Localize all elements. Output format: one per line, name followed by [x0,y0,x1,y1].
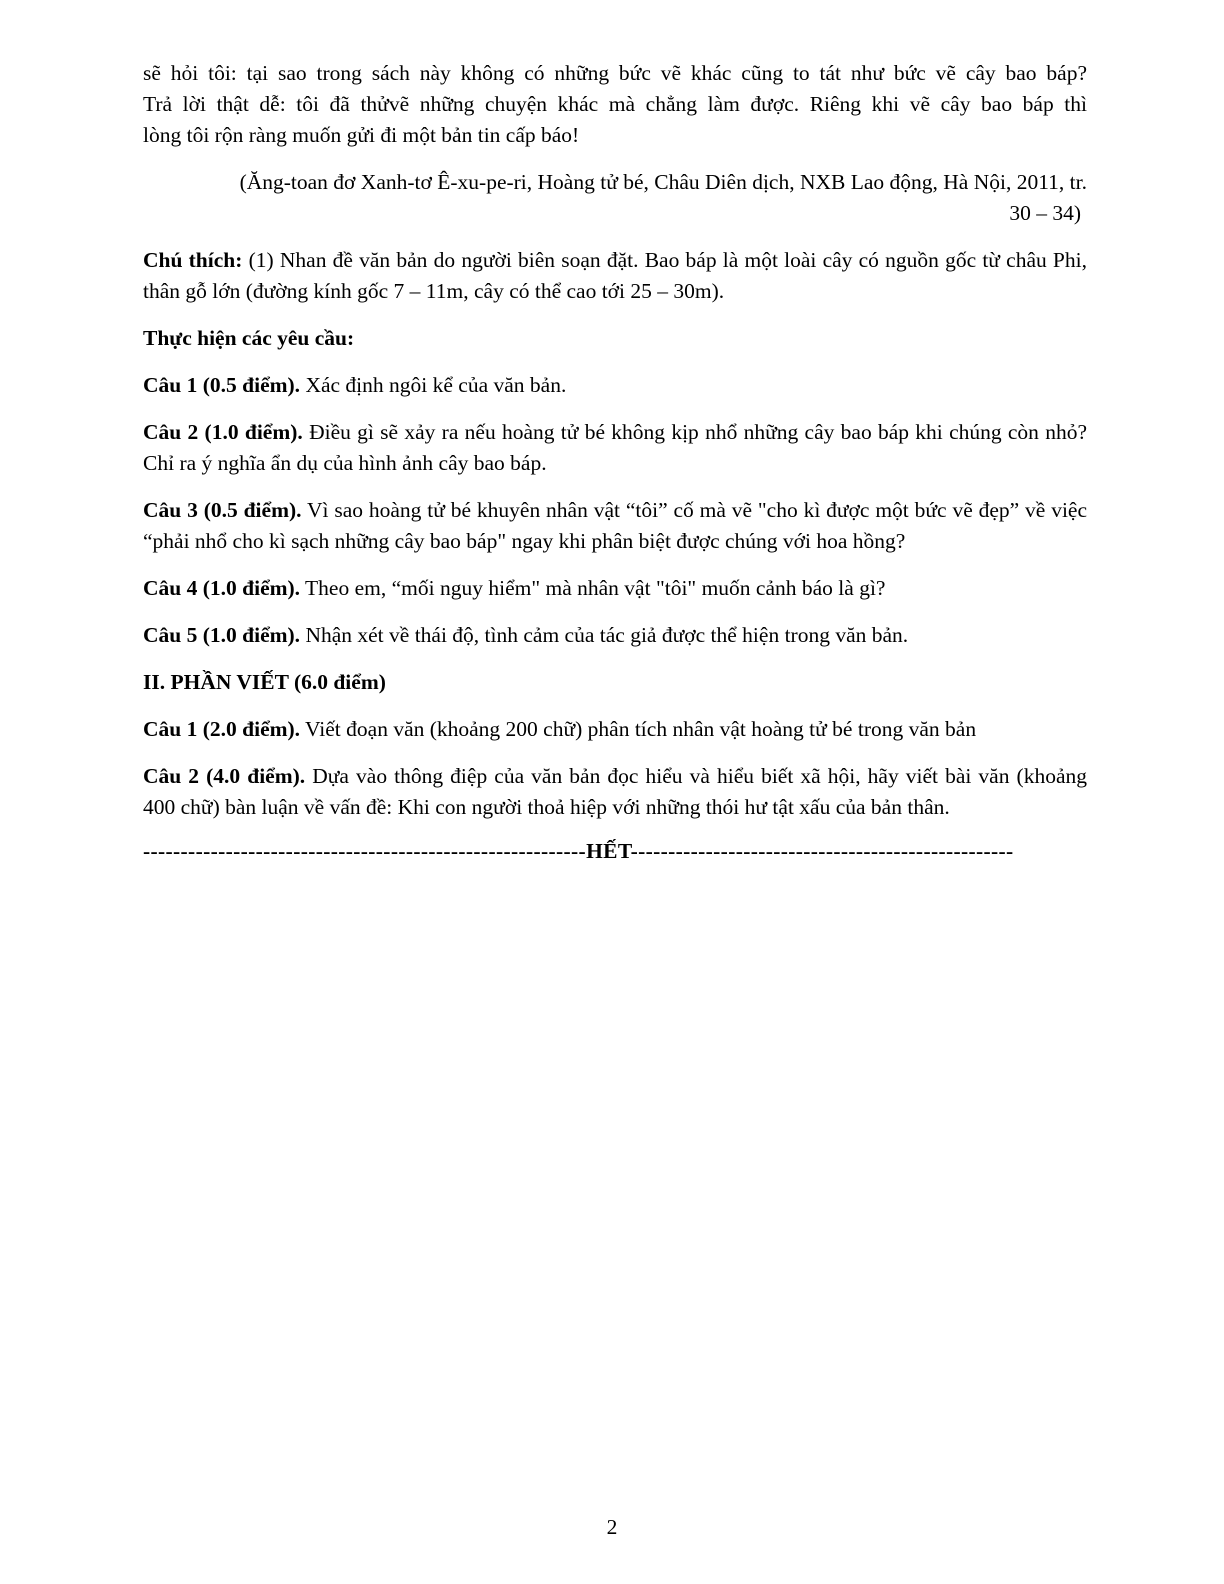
question-text: Theo em, “mối nguy hiểm" mà nhân vật "tôi" muốn cảnh báo là gì? [300,576,886,600]
question-label: Câu 1 (2.0 điểm). [143,717,301,741]
citation-line: (Ăng-toan đơ Xanh-tơ Ê-xu-pe-ri, Hoàng tử bé, Châu Diên dịch, NXB Lao động, Hà Nội, 2011, tr. [239,170,1087,194]
exam-page-body [143,58,1087,864]
question-label: Câu 5 (1.0 điểm). [143,623,301,647]
question-text: Viết đoạn văn (khoảng 200 chữ) phân tích nhân vật hoàng tử bé trong văn bản [300,717,977,741]
writing-heading-text: II. PHẦN VIẾT (6.0 điểm) [143,670,386,694]
page-number: 2 [606,1515,618,1539]
reading-question-5 [143,620,1087,651]
question-label: Câu 1 (0.5 điểm). [143,373,301,397]
writing-question-2 [143,761,1087,823]
writing-section-heading [143,667,1087,698]
question-text: Vì sao hoàng tử bé khuyên nhân vật “tôi” cố mà vẽ "cho kì được một bức vẽ đẹp” về việc “phải nhổ cho kì sạch những cây bao báp" ngay khi phân biệt được chúng với hoa hồng? [143,498,1087,553]
end-marker [143,839,1079,864]
passage-line: lòng tôi rộn ràng muốn gửi đi một bản tin cấp báo! [143,123,580,147]
passage-line: Trả lời thật dễ: tôi đã thửvẽ những chuyện khác mà chẳng làm được. Riêng khi vẽ cây bao báp thì [143,92,1087,116]
end-dashes-left: ----------------------------------------------------------- [143,839,587,863]
tasks-heading [143,323,1087,354]
footnote-text: (1) Nhan đề văn bản do người biên soạn đặt. Bao báp là một loài cây có nguồn gốc từ châu Phi, thân gỗ lớn (đường kính gốc 7 – 11m, cây có thể cao tới 25 – 30m). [143,248,1087,303]
question-label: Câu 2 (4.0 điểm). [143,764,306,788]
question-text: Dựa vào thông điệp của văn bản đọc hiểu và hiểu biết xã hội, hãy viết bài văn (khoảng 400 chữ) bàn luận về vấn đề: Khi con người thoả hiệp với những thói hư tật xấu của bản thân. [143,764,1087,819]
source-citation [143,167,1087,229]
reading-question-3 [143,495,1087,557]
footnote [143,245,1087,307]
question-label: Câu 3 (0.5 điểm). [143,498,302,522]
reading-question-1 [143,370,1087,401]
reading-question-4 [143,573,1087,604]
question-text: Điều gì sẽ xảy ra nếu hoàng tử bé không kịp nhổ những cây bao báp khi chúng còn nhỏ? Chỉ ra ý nghĩa ẩn dụ của hình ảnh cây bao báp. [143,420,1088,475]
citation-line: 30 – 34) [1009,201,1081,225]
question-text: Xác định ngôi kể của văn bản. [300,373,567,397]
footnote-label: Chú thích: [143,248,243,272]
question-text: Nhận xét về thái độ, tình cảm của tác giả được thể hiện trong văn bản. [300,623,909,647]
passage-line: sẽ hỏi tôi: tại sao trong sách này không có những bức vẽ khác cũng to tát như bức vẽ cây bao báp? [143,61,1087,85]
tasks-heading-text: Thực hiện các yêu cầu: [143,326,355,350]
end-dashes-right: --------------------------------------------------- [630,839,1014,863]
reading-passage-tail [143,58,1087,151]
end-word: HẾT [586,839,631,863]
question-label: Câu 2 (1.0 điểm). [143,420,303,444]
question-label: Câu 4 (1.0 điểm). [143,576,301,600]
reading-question-2 [143,417,1087,479]
writing-question-1 [143,714,1087,745]
